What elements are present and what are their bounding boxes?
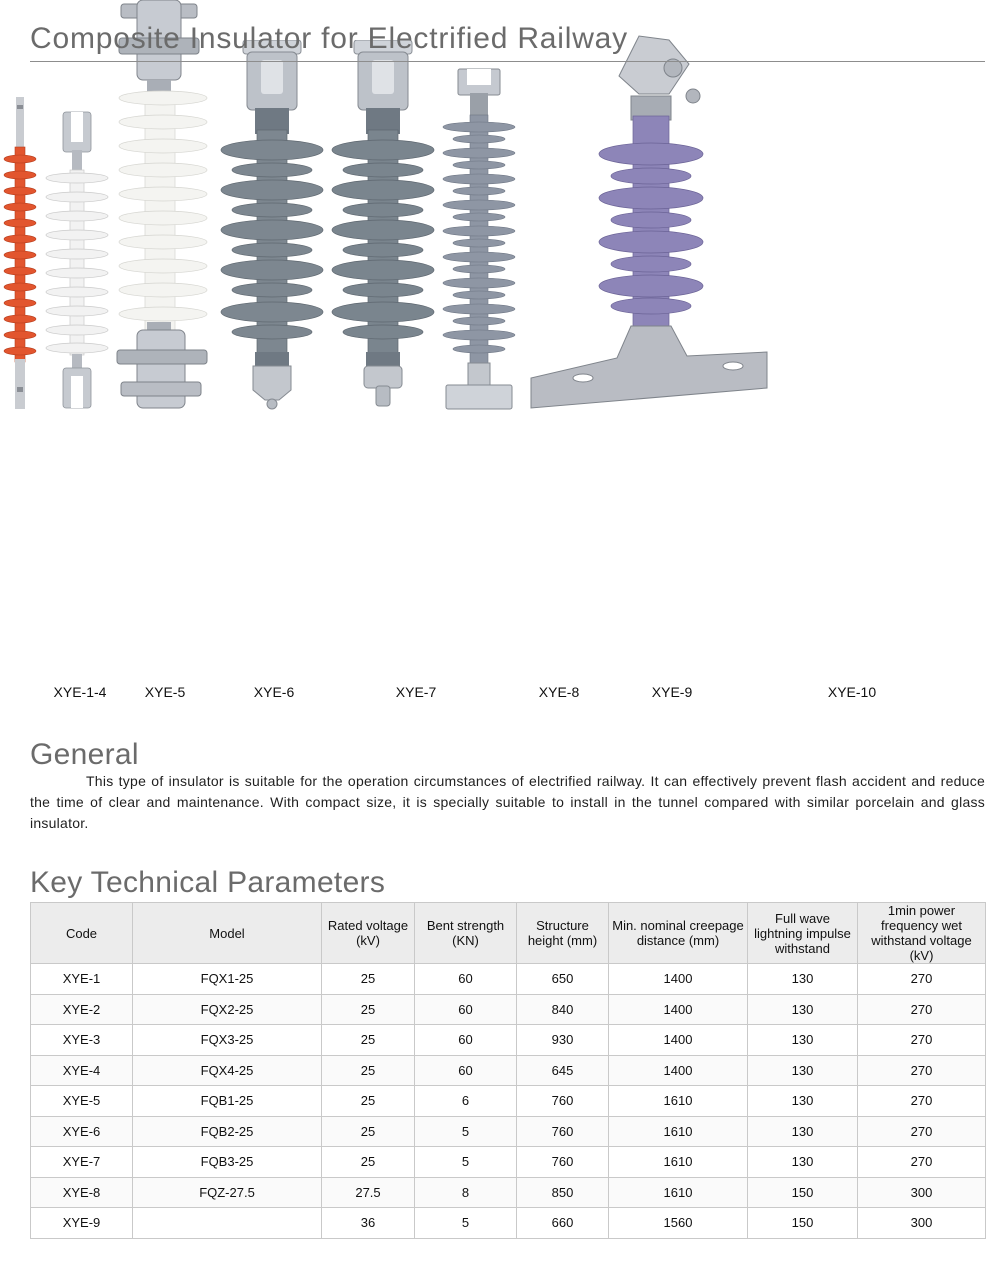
table-cell: XYE-7 xyxy=(31,1147,133,1178)
table-header-row xyxy=(31,903,986,964)
table-cell: 5 xyxy=(415,1208,517,1239)
table-cell: 1400 xyxy=(609,1025,748,1056)
product-image-xye-5 xyxy=(44,110,110,412)
page-title: Composite Insulator for Electrified Railway xyxy=(30,22,628,55)
table-cell: 150 xyxy=(748,1177,858,1208)
table-cell: 25 xyxy=(322,1055,415,1086)
table-cell: 1400 xyxy=(609,1055,748,1086)
table-cell: 130 xyxy=(748,1055,858,1086)
product-caption: XYE-7 xyxy=(395,684,437,700)
table-cell: 25 xyxy=(322,994,415,1025)
column-header: Code xyxy=(31,903,133,964)
general-heading: General xyxy=(30,738,139,771)
table-cell: FQX4-25 xyxy=(133,1055,322,1086)
table-row xyxy=(31,1025,986,1056)
column-header: Bent strength (KN) xyxy=(415,903,517,964)
table-cell: 270 xyxy=(858,964,986,995)
column-header: 1min power frequency wet withstand voltage (kV) xyxy=(858,903,986,964)
table-cell: 130 xyxy=(748,1147,858,1178)
table-cell: XYE-6 xyxy=(31,1116,133,1147)
table-cell: XYE-3 xyxy=(31,1025,133,1056)
table-cell: XYE-5 xyxy=(31,1086,133,1117)
parameters-heading: Key Technical Parameters xyxy=(30,866,386,899)
table-cell: 25 xyxy=(322,1086,415,1117)
table-cell: 270 xyxy=(858,1055,986,1086)
table-row xyxy=(31,994,986,1025)
table-cell: 270 xyxy=(858,1025,986,1056)
column-header: Structure height (mm) xyxy=(517,903,609,964)
table-cell: 270 xyxy=(858,994,986,1025)
product-caption: XYE-1-4 xyxy=(53,684,107,700)
product-image-xye-9 xyxy=(440,67,518,412)
column-header: Full wave lightning impulse withstand xyxy=(748,903,858,964)
table-cell: FQX3-25 xyxy=(133,1025,322,1056)
table-cell: 760 xyxy=(517,1147,609,1178)
table-cell: 270 xyxy=(858,1147,986,1178)
table-cell: XYE-1 xyxy=(31,964,133,995)
table-cell: FQB2-25 xyxy=(133,1116,322,1147)
table-cell: 25 xyxy=(322,1116,415,1147)
table-cell: 270 xyxy=(858,1086,986,1117)
table-cell: XYE-8 xyxy=(31,1177,133,1208)
table-cell: 1610 xyxy=(609,1116,748,1147)
product-caption: XYE-8 xyxy=(538,684,580,700)
table-cell: 130 xyxy=(748,1116,858,1147)
table-cell: 760 xyxy=(517,1116,609,1147)
column-header: Rated voltage (kV) xyxy=(322,903,415,964)
table-row xyxy=(31,964,986,995)
product-image-xye-7 xyxy=(219,40,325,412)
table-cell: FQZ-27.5 xyxy=(133,1177,322,1208)
table-cell: 130 xyxy=(748,994,858,1025)
table-cell: 300 xyxy=(858,1177,986,1208)
table-cell: 60 xyxy=(415,994,517,1025)
table-row xyxy=(31,1147,986,1178)
table-cell: 1560 xyxy=(609,1208,748,1239)
table-cell: 25 xyxy=(322,964,415,995)
table-cell: 5 xyxy=(415,1116,517,1147)
product-caption: XYE-10 xyxy=(827,684,877,700)
table-cell: 840 xyxy=(517,994,609,1025)
table-cell: 60 xyxy=(415,1025,517,1056)
table-cell: 25 xyxy=(322,1025,415,1056)
table-cell: 1610 xyxy=(609,1147,748,1178)
parameters-table xyxy=(30,902,986,1239)
table-row xyxy=(31,1116,986,1147)
table-cell: 1400 xyxy=(609,964,748,995)
product-gallery xyxy=(0,0,1000,417)
table-cell: 60 xyxy=(415,964,517,995)
table-cell: XYE-9 xyxy=(31,1208,133,1239)
table-cell: 1400 xyxy=(609,994,748,1025)
table-cell: 8 xyxy=(415,1177,517,1208)
table-row xyxy=(31,1055,986,1086)
table-cell: 270 xyxy=(858,1116,986,1147)
table-cell: XYE-4 xyxy=(31,1055,133,1086)
product-image-xye-1-4 xyxy=(0,97,40,412)
table-cell: 130 xyxy=(748,964,858,995)
table-cell: 150 xyxy=(748,1208,858,1239)
table-cell: XYE-2 xyxy=(31,994,133,1025)
table-cell: 660 xyxy=(517,1208,609,1239)
table-cell: 25 xyxy=(322,1147,415,1178)
table-cell: 130 xyxy=(748,1086,858,1117)
column-header: Min. nominal creepage distance (mm) xyxy=(609,903,748,964)
product-image-xye-8 xyxy=(330,40,436,412)
table-cell: 760 xyxy=(517,1086,609,1117)
table-cell: FQX1-25 xyxy=(133,964,322,995)
table-cell: 850 xyxy=(517,1177,609,1208)
table-cell: FQX2-25 xyxy=(133,994,322,1025)
table-cell: 645 xyxy=(517,1055,609,1086)
product-caption: XYE-6 xyxy=(253,684,295,700)
table-cell: 650 xyxy=(517,964,609,995)
table-cell: 930 xyxy=(517,1025,609,1056)
general-description: This type of insulator is suitable for the operation circumstances of electrified railway. It can effectively prevent flash accident and reduce the time of clear and maintenance. With compact size, it is specially suitable to install in the tunnel compared with similar porcelain and glass insulator. xyxy=(30,773,985,831)
product-caption: XYE-9 xyxy=(651,684,693,700)
table-cell: 6 xyxy=(415,1086,517,1117)
table-cell: 5 xyxy=(415,1147,517,1178)
table-cell: 300 xyxy=(858,1208,986,1239)
column-header: Model xyxy=(133,903,322,964)
table-row xyxy=(31,1086,986,1117)
table-cell: FQB3-25 xyxy=(133,1147,322,1178)
table-cell: FQB1-25 xyxy=(133,1086,322,1117)
table-cell: 60 xyxy=(415,1055,517,1086)
table-row xyxy=(31,1208,986,1239)
title-divider xyxy=(30,61,985,62)
table-cell: 27.5 xyxy=(322,1177,415,1208)
table-cell xyxy=(133,1208,322,1239)
product-image-xye-10 xyxy=(523,26,773,412)
table-cell: 1610 xyxy=(609,1177,748,1208)
table-cell: 130 xyxy=(748,1025,858,1056)
table-cell: 1610 xyxy=(609,1086,748,1117)
table-cell: 36 xyxy=(322,1208,415,1239)
table-row xyxy=(31,1177,986,1208)
product-caption: XYE-5 xyxy=(144,684,186,700)
